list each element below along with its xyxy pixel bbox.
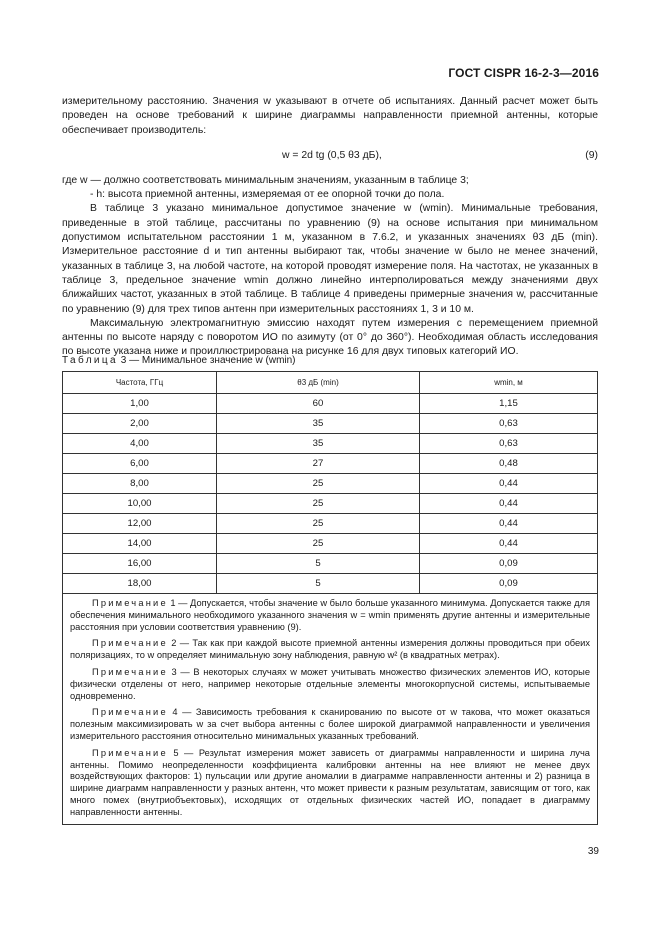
page-number: 39	[587, 846, 599, 857]
frequency-cell: 18,00	[63, 574, 217, 594]
note	[70, 748, 590, 819]
beamwidth-cell: 25	[217, 494, 420, 514]
table-row	[63, 514, 598, 534]
wmin-cell: 0,09	[420, 554, 598, 574]
note-label: Примечание	[92, 598, 168, 608]
table-row	[63, 534, 598, 554]
table-row	[63, 454, 598, 474]
beamwidth-cell: 5	[217, 554, 420, 574]
table-header-row	[63, 372, 598, 394]
frequency-cell: 16,00	[63, 554, 217, 574]
table-notes	[63, 594, 598, 825]
note-label: Примечание	[92, 707, 168, 718]
header-frequency: Частота, ГГц	[63, 372, 217, 394]
wmin-cell: 0,44	[420, 474, 598, 494]
table-row	[63, 474, 598, 494]
frequency-cell: 1,00	[63, 394, 217, 414]
formula-explanation	[62, 174, 598, 203]
paragraph: В таблице 3 указано минимальное допустимое значение w (wmin). Минимальные требования, приведенные в этой таблице, рассчитаны по уравнению (9) на основе испытания при минимальном допустимом испытательном расстоянии 1 м, указанном в 7.6.2, и указанных значениях θ3 дБ (min). Измерительное расстояние d и тип антенны выбирают так, чтобы значение w было не менее значений, указанных в таблице 3, на любой частоте, на которой проводят измерение поля. На частотах, не указанных в таблице 3, предельное значение wmin должно линейно интерполироваться между значениями двух ближайших частот, указанных в этой таблице. В таблице 4 приведены примерные значения w, рассчитанные по уравнению (9) для трех типов антенн при измерительных расстояниях 1, 3 и 10 м.	[62, 203, 598, 315]
beamwidth-cell: 35	[217, 414, 420, 434]
formula-expression: w = 2d tg (0,5 θ3 дБ),	[282, 149, 382, 161]
beamwidth-cell: 60	[217, 394, 420, 414]
note	[70, 667, 590, 702]
note	[70, 707, 590, 742]
table-caption-text: 3 — Минимальное значение w (wmin)	[120, 355, 296, 366]
frequency-cell: 6,00	[63, 454, 217, 474]
beamwidth-cell: 35	[217, 434, 420, 454]
formula-number: (9)	[585, 149, 598, 161]
frequency-cell: 4,00	[63, 434, 217, 454]
formula-row	[62, 138, 598, 174]
table-row	[63, 414, 598, 434]
standard-header: ГОСТ CISPR 16-2-3—2016	[448, 66, 599, 80]
beamwidth-cell: 25	[217, 474, 420, 494]
note-text: 3 — В некоторых случаях w может учитывать множество физических элементов ИО, которые физически отделены от него, например некоторые отдельные элементы многокорпусной системы, испытываемые одновременно.	[70, 666, 590, 701]
frequency-cell: 10,00	[63, 494, 217, 514]
table-caption	[62, 355, 296, 366]
note-text: 5 — Результат измерения может зависеть от диаграммы направленности и ширина луча антенны. Помимо неопределенности коэффициента калибровки антенны на нее влияют не менее двух воздействующих факторов: 1) пульсации или другие аномалии в диаграмме направленности антенны и 2) разница в ширине диаграмм направленности у разных антенн, что может привести к разным результатам, зависящим от того, как много помех (внутриобъектовых), исходящих от отдельных физических частей ИО, попадает в диаграмму направленности антенны.	[70, 747, 590, 817]
frequency-cell: 14,00	[63, 534, 217, 554]
wmin-cell: 0,44	[420, 534, 598, 554]
note-text: 2 — Так как при каждой высоте приемной антенны измерения должны проводиться при обеих поляризациях, то w определяет минимальную зону наблюдения, равную w² (в квадратных метрах).	[70, 638, 590, 661]
frequency-cell: 12,00	[63, 514, 217, 534]
header-beamwidth: θ3 дБ (min)	[217, 372, 420, 394]
note	[70, 598, 590, 633]
paragraph: Максимальную электромагнитную эмиссию находят путем измерения с перемещением приемной антенны по высоте наряду с поворотом ИО по азимуту (от 0° до 360°). Необходимая область исследования по высоте указана ниже и проиллюстрирована на рисунке 16 для двух типовых категорий ИО.	[62, 317, 598, 358]
table-row	[63, 574, 598, 594]
table-notes-row	[63, 594, 598, 825]
frequency-cell: 8,00	[63, 474, 217, 494]
note-label: Примечание	[92, 638, 168, 649]
min-width-table	[62, 371, 598, 825]
wmin-cell: 0,44	[420, 494, 598, 514]
paragraph: измерительному расстоянию. Значения w указывают в отчете об испытаниях. Данный расчет может быть проведен на основе требований к ширине диаграммы направленности приемной антенны, которые обеспечивает производитель:	[62, 96, 598, 136]
header-wmin: wmin, м	[420, 372, 598, 394]
beamwidth-cell: 5	[217, 574, 420, 594]
note-text: 1 — Допускается, чтобы значение w было больше указанного минимума. Допускается также для обеспечения минимального необходимого указанного значения w = wmin применять другие антенны и измерительные расстояния при условии соответствия уравнению (9).	[70, 598, 590, 632]
frequency-cell: 2,00	[63, 414, 217, 434]
table-row	[63, 554, 598, 574]
wmin-cell: 0,09	[420, 574, 598, 594]
wmin-cell: 0,63	[420, 434, 598, 454]
wmin-cell: 0,44	[420, 514, 598, 534]
table-row	[63, 394, 598, 414]
table-row	[63, 494, 598, 514]
beamwidth-cell: 25	[217, 534, 420, 554]
wmin-cell: 1,15	[420, 394, 598, 414]
table-row	[63, 434, 598, 454]
beamwidth-cell: 25	[217, 514, 420, 534]
body-text	[62, 95, 598, 360]
wmin-cell: 0,48	[420, 454, 598, 474]
note-label: Примечание	[92, 666, 168, 677]
beamwidth-cell: 27	[217, 454, 420, 474]
note-label: Примечание	[92, 747, 168, 758]
table-caption-label: Таблица	[62, 355, 119, 366]
where-line: - h: высота приемной антенны, измеряемая от ее опорной точки до пола.	[90, 189, 445, 201]
note	[70, 638, 590, 662]
wmin-cell: 0,63	[420, 414, 598, 434]
where-line: где w — должно соответствовать минимальным значениям, указанным в таблице 3;	[62, 174, 469, 186]
note-text: 4 — Зависимость требования к сканированию по высоте от w такова, что может оказаться полезным максимизировать w за счет выбора антенны с более широкой диаграммой направленности и увеличения измерительного расстояния относительно минимальных указанных требований.	[70, 707, 590, 741]
